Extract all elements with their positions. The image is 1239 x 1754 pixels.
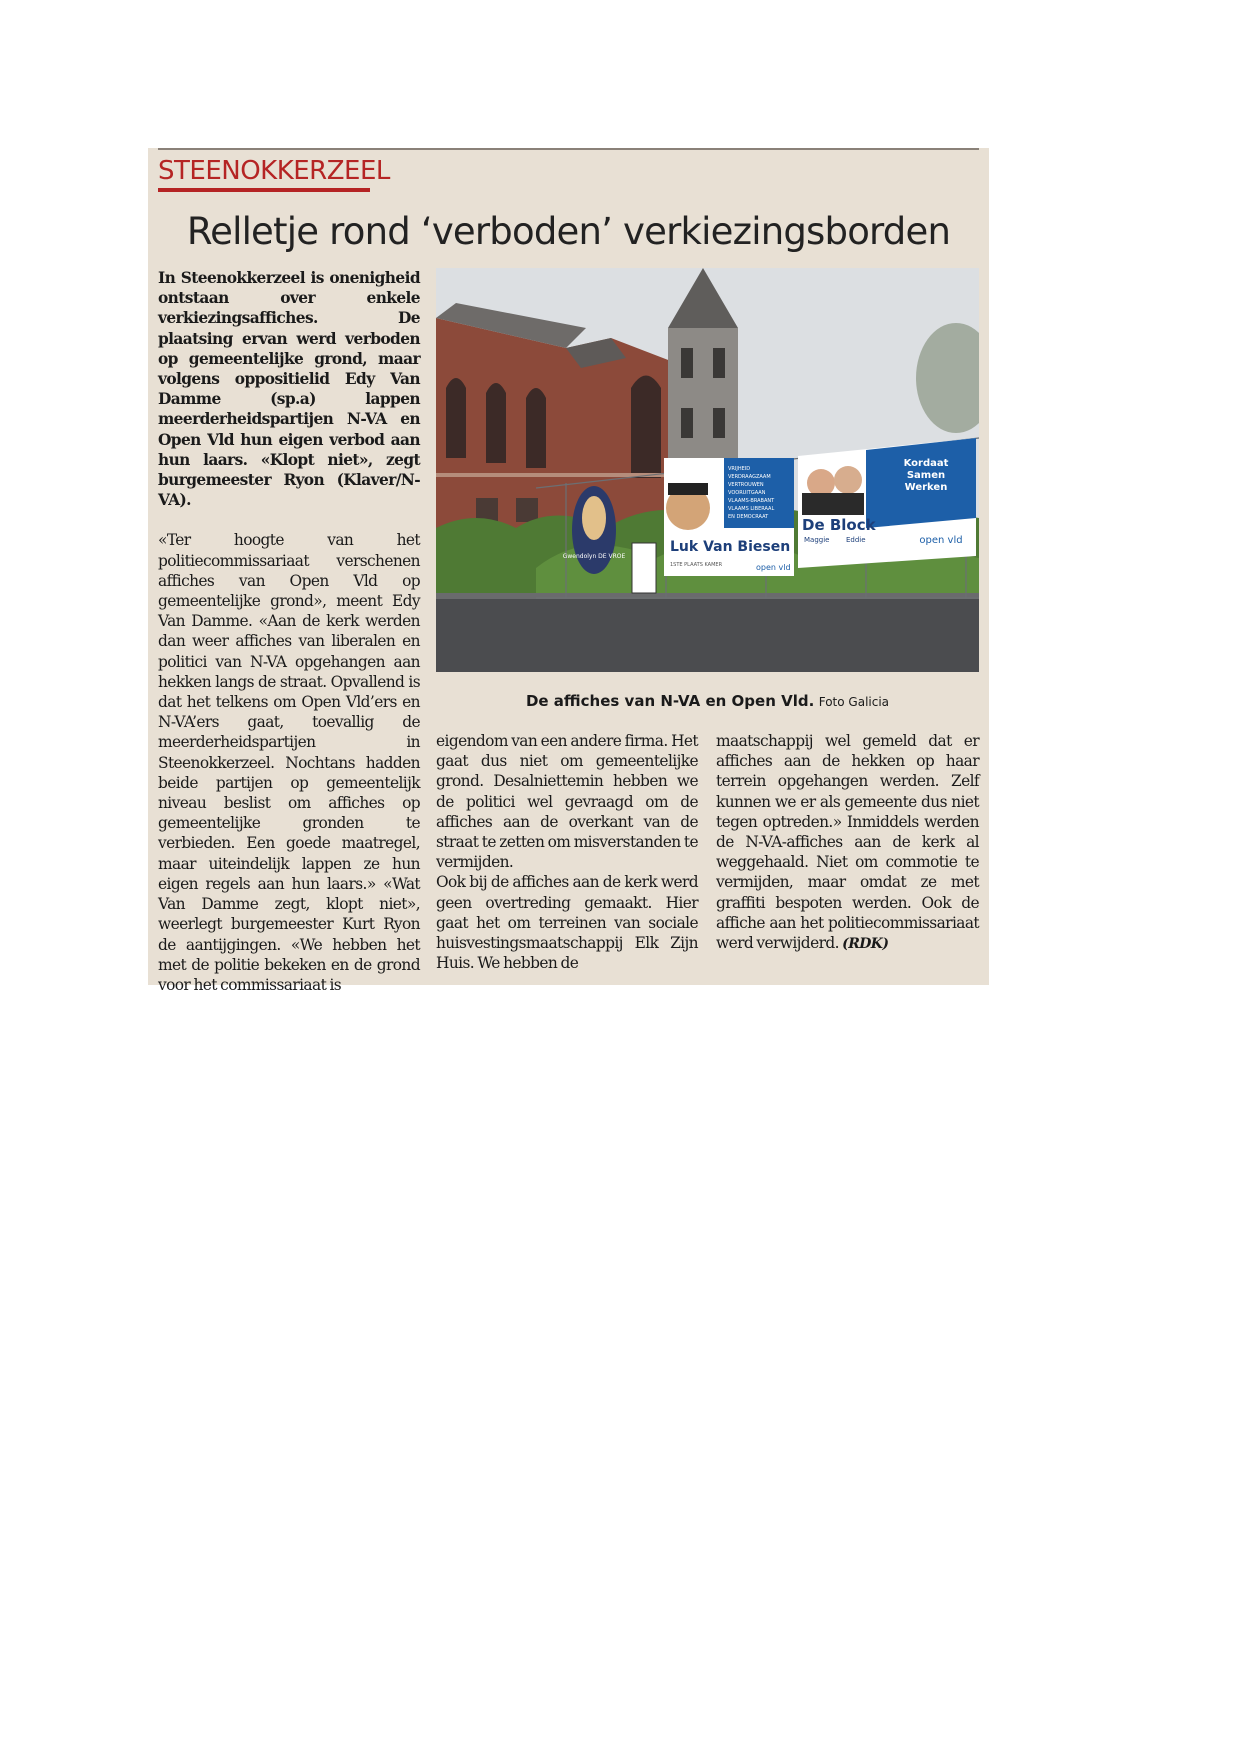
author-signature: (RDK) bbox=[842, 936, 889, 953]
poster-tag-2: VERDRAAGZAAM bbox=[728, 474, 771, 480]
body-paragraph-3: Ook bij de affiches aan de kerk werd geen overtreding gemaakt. Hier gaat het om terreinen van sociale huisvestingsmaatschappij Elk Zijn Huis. We hebben de bbox=[436, 873, 698, 973]
poster2-slogan-1: Kordaat bbox=[903, 458, 949, 469]
body-paragraph-4: maatschappij wel gemeld dat er affiches aan de hekken op haar terrein opgehangen werden. Zelf kunnen we er als gemeente dus niet tegen optreden.» Inmiddels werden de N-VA-affiches aan de kerk al weggehaald. Niet om commotie te vermijden, maar omdat ze met graffiti bespoten werden. Ook de affiche aan het politiecommissariaat werd verwijderd. bbox=[716, 732, 979, 953]
poster-tag-5: VLAAMS-BRABANT bbox=[728, 498, 775, 504]
caption-text: De affiches van N-VA en Open Vld. bbox=[525, 692, 815, 710]
small-poster-text: Gwendolyn DE VROE bbox=[562, 553, 626, 560]
article-photo bbox=[436, 268, 979, 672]
photo-caption bbox=[436, 692, 979, 710]
column-1 bbox=[158, 268, 420, 995]
photo-credit: Foto Galicia bbox=[818, 695, 890, 709]
body-paragraph-2: eigendom van een andere firma. Het gaat dus niet om gemeentelijke grond. Desalniettemin hebben we de politici wel gevraagd om de affiches aan de overkant van de straat te zetten om misverstanden te vermijden. bbox=[436, 732, 698, 872]
newspaper-clipping bbox=[148, 148, 989, 994]
body-paragraph-1: «Ter hoogte van het politiecommissariaat verschenen affiches van Open Vld op gemeentelijke grond», meent Edy Van Damme. «Aan de kerk werden dan weer affiches van liberalen en politici van N-VA opgehangen aan hekken langs de straat. Opvallend is dat het telkens om Open Vld’ers en N-VA’ers gaat, toevallig de meerderheidspartijen in Steenokkerzeel. Nochtans hadden beide partijen op gemeentelijk niveau beslist om affiches op gemeentelijke gronden te verbieden. Een goede maatregel, maar uiteindelijk lappen ze hun eigen regels aan hun laars.» «Wat Van Damme zegt, klopt niet», weerlegt burgemeester Kurt Ryon de aantijgingen. «We hebben het met de politie bekeken en de grond voor het commissariaat is bbox=[158, 531, 420, 994]
poster2-first2: Eddie bbox=[846, 536, 866, 544]
headline: Relletje rond ‘verboden’ verkiezingsborden bbox=[186, 210, 951, 253]
poster2-name: De Block bbox=[802, 516, 876, 534]
poster-tag-1: VRIJHEID bbox=[728, 466, 751, 472]
photo-illustration bbox=[436, 268, 979, 672]
column-3 bbox=[716, 731, 979, 954]
poster1-sub: 1STE PLAATS KAMER bbox=[670, 562, 723, 568]
poster-tag-7: EN DEMOCRAAT bbox=[728, 514, 769, 520]
poster-tag-3: VERTROUWEN bbox=[728, 482, 764, 488]
poster2-logo: open vld bbox=[919, 535, 963, 546]
lead-paragraph: In Steenokkerzeel is onenigheid ontstaan over enkele verkiezingsaffiches. De plaatsing ervan werd verboden op gemeentelijke grond, maar volgens oppositielid Edy Van Damme (sp.a) lappen meerderheidspartijen N-VA en Open Vld hun eigen verbod aan hun laars. «Klopt niet», zegt burgemeester Ryon (Klaver/N-VA). bbox=[158, 269, 420, 510]
poster2-slogan-3: Werken bbox=[904, 482, 948, 493]
section-kicker: STEENOKKERZEEL bbox=[158, 156, 390, 186]
poster-tag-6: VLAAMS LIBERAAL bbox=[728, 506, 775, 512]
column-2 bbox=[436, 731, 698, 973]
poster2-first1: Maggie bbox=[804, 536, 830, 544]
top-rule bbox=[158, 148, 979, 150]
kicker-underline bbox=[158, 188, 370, 192]
poster-tag-4: VOORUITGAAN bbox=[728, 490, 766, 496]
poster1-logo: open vld bbox=[756, 563, 791, 572]
poster2-slogan-2: Samen bbox=[906, 470, 946, 481]
poster1-name: Luk Van Biesen bbox=[670, 539, 791, 555]
